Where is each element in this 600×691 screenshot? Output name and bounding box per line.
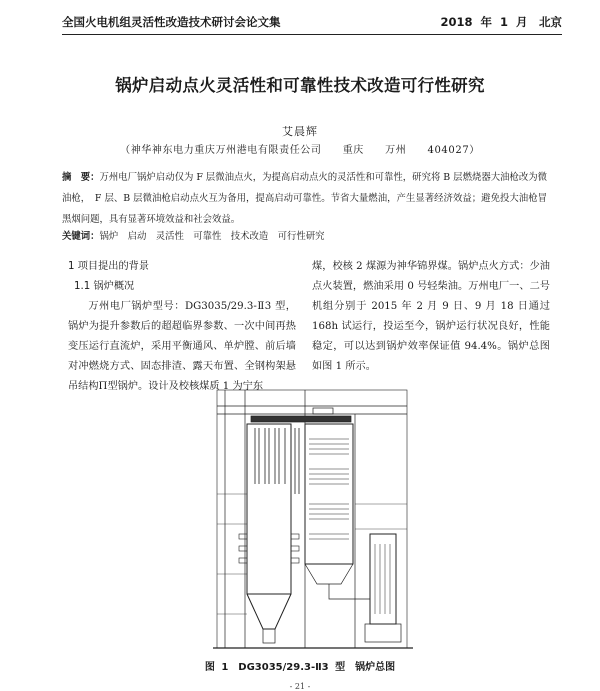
paragraph-left: 万州电厂锅炉型号：DG3035/29.3-Ⅱ3 型，锅炉为提升参数后的超超临界参数、一次中间再热变压运行直流炉，采用平衡通风、单炉膛、前后墙对冲燃烧方式、固态排渣、露天布置、全钢构架悬吊结构Π型锅炉。设计及校核煤质 1 为宁东 bbox=[68, 301, 296, 392]
header-rule bbox=[62, 34, 562, 35]
abstract bbox=[62, 167, 547, 230]
section-heading-1-1: 1.1 锅炉概况 bbox=[74, 281, 135, 292]
running-header-date: 2018 年 1 月 北京 bbox=[440, 15, 562, 29]
right-column bbox=[312, 257, 550, 377]
keywords bbox=[62, 228, 547, 242]
section-heading-1: 1 项目提出的背景 bbox=[68, 261, 150, 272]
paper-title: 锅炉启动点火灵活性和可靠性技术改造可行性研究 bbox=[115, 76, 485, 95]
left-column bbox=[68, 257, 296, 397]
boiler-drawing bbox=[205, 384, 443, 654]
abstract-text: 万州电厂锅炉启动仅为 F 层微油点火，为提高启动点火的灵活性和可靠性，研究将 B 层燃烧器大油枪改为微油枪， F 层、B 层微油枪启动点火互为备用，提高启动可靠性。节省大量燃油，产生显著经济效益；避免投大油枪冒黑烟问题，具有显著环境效益和社会效益。 bbox=[62, 172, 547, 225]
keywords-text: 锅炉 启动 灵活性 可靠性 技术改造 可行性研究 bbox=[99, 231, 325, 242]
boiler-diagram-figure bbox=[205, 384, 443, 654]
page-number: - 21 - bbox=[289, 682, 311, 691]
abstract-label: 摘 要： bbox=[62, 172, 100, 183]
author: 艾晨辉 bbox=[282, 125, 318, 138]
keywords-label: 关键词： bbox=[62, 231, 100, 242]
figure-caption: 图 1 DG3035/29.3-Ⅱ3 型 锅炉总图 bbox=[204, 662, 396, 673]
running-header-title: 全国火电机组灵活性改造技术研讨会论文集 bbox=[62, 15, 281, 29]
affiliation: （神华神东电力重庆万州港电有限责任公司 重庆 万州 404027） bbox=[120, 145, 480, 156]
paragraph-right: 煤，校核 2 煤源为神华锦界煤。锅炉点火方式：少油点火装置，燃油采用 0 号轻柴油。万州电厂一、二号机组分别于 2015 年 2 月 9 日、9 月 18 日通过 168h 试运行，投运至今，锅炉运行状况良好，性能稳定，可以达到锅炉效率保证值 94.4%。锅炉总图如图 1 所示。 bbox=[312, 261, 550, 372]
